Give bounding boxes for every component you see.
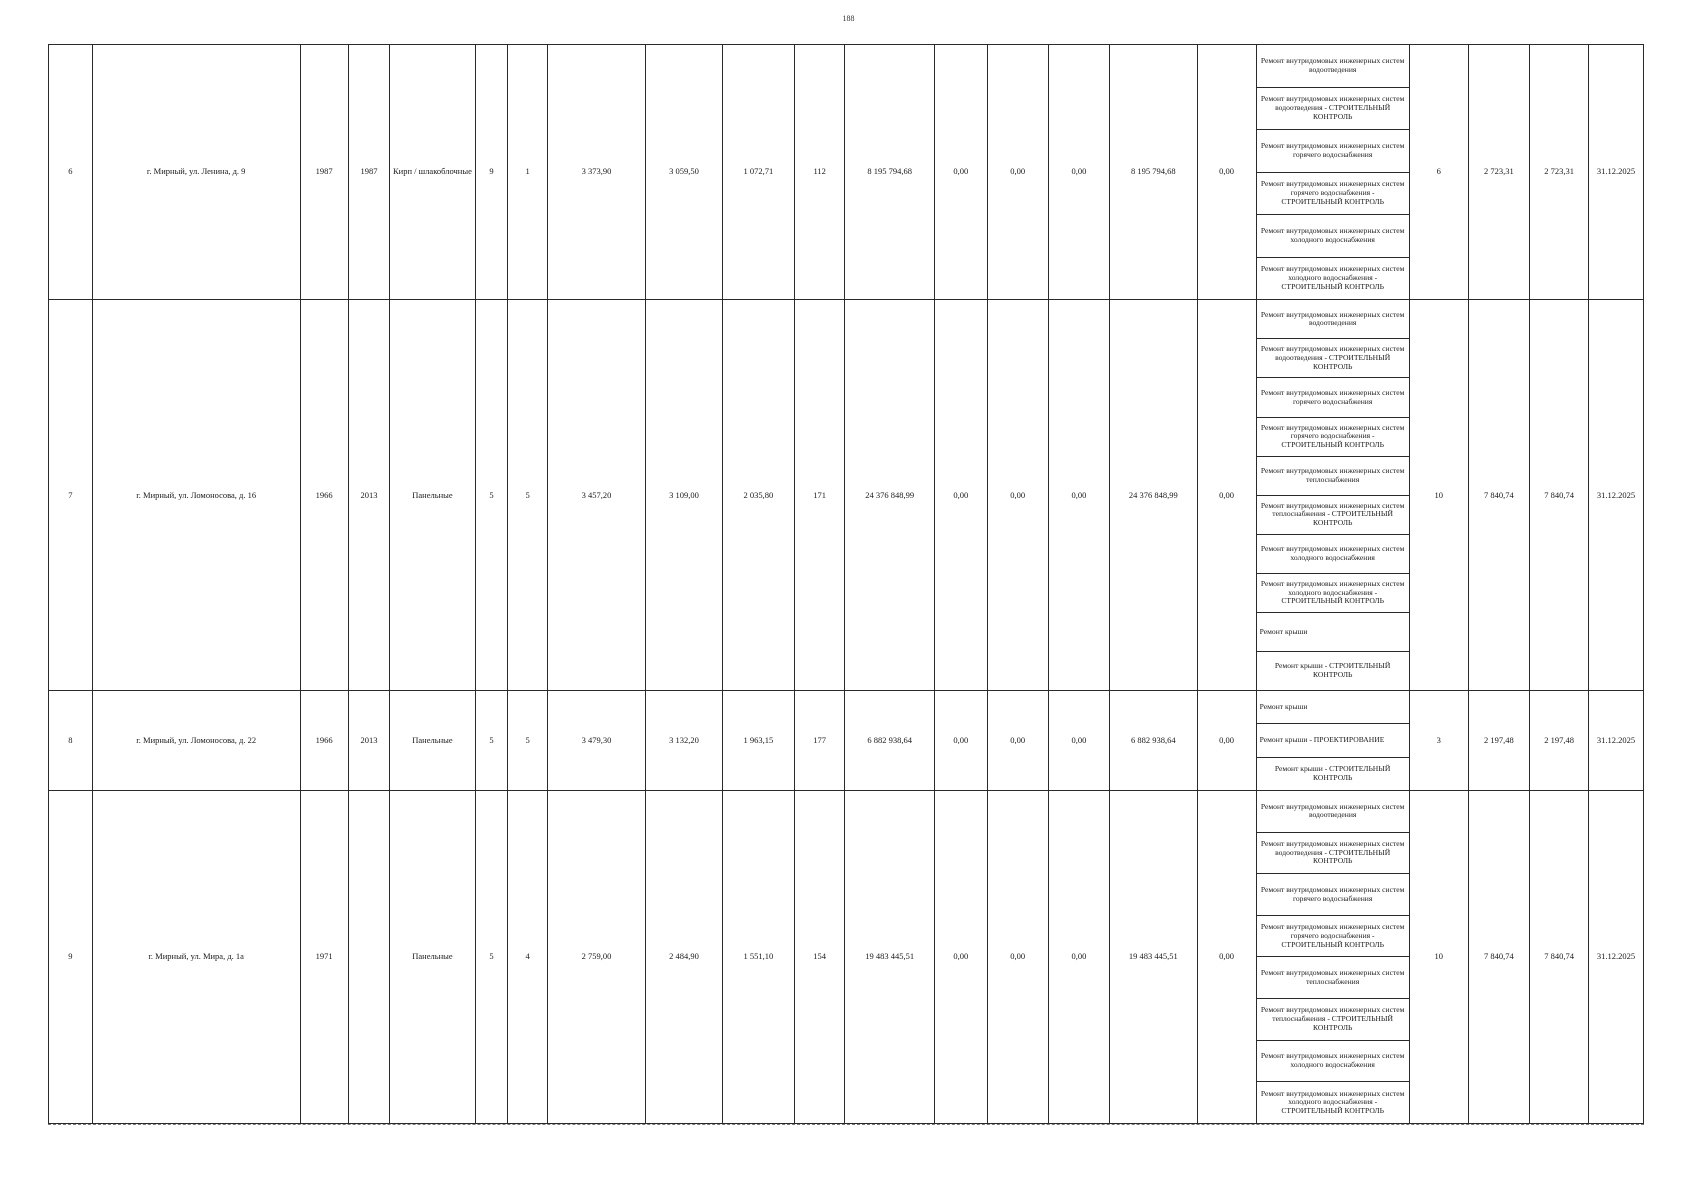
cell-residents: 177 — [795, 691, 845, 791]
table-row — [49, 45, 1644, 300]
cell-unit-limit: 7 840,74 — [1530, 790, 1589, 1123]
cell-area-own: 2 035,80 — [722, 300, 794, 691]
work-item: Ремонт внутридомовых инженерных систем горячего водоснабжения — [1257, 874, 1409, 916]
cell-unit-limit: 2 197,48 — [1530, 691, 1589, 791]
work-item: Ремонт внутридомовых инженерных систем теплоснабжения — [1257, 457, 1409, 496]
work-item: Ремонт внутридомовых инженерных систем водоотведения - СТРОИТЕЛЬНЫЙ КОНТРОЛЬ — [1257, 339, 1409, 378]
work-item: Ремонт внутридомовых инженерных систем теплоснабжения — [1257, 957, 1409, 999]
cell-year-reno: 2013 — [348, 691, 390, 791]
works-list — [1256, 790, 1409, 1123]
work-item: Ремонт внутридомовых инженерных систем горячего водоснабжения - СТРОИТЕЛЬНЫЙ КОНТРОЛЬ — [1257, 173, 1409, 216]
cell-year-built: 1971 — [300, 790, 348, 1123]
cell-unit-limit: 2 723,31 — [1530, 45, 1589, 300]
work-item: Ремонт внутридомовых инженерных систем водоотведения - СТРОИТЕЛЬНЫЙ КОНТРОЛЬ — [1257, 833, 1409, 875]
work-item: Ремонт крыши — [1257, 691, 1409, 724]
cell-year-built: 1966 — [300, 300, 348, 691]
cell-f1: 0,00 — [935, 691, 988, 791]
cell-area-res: 3 132,20 — [646, 691, 723, 791]
cell-f2: 0,00 — [987, 790, 1048, 1123]
table-row — [49, 300, 1644, 691]
cell-unit-cost: 7 840,74 — [1468, 790, 1529, 1123]
work-item: Ремонт внутридомовых инженерных систем водоотведения - СТРОИТЕЛЬНЫЙ КОНТРОЛЬ — [1257, 88, 1409, 131]
cell-n: 6 — [49, 45, 93, 300]
cell-cost-owners: 8 195 794,68 — [1110, 45, 1198, 300]
cell-cost-total: 24 376 848,99 — [845, 300, 935, 691]
page-number: 188 — [842, 14, 855, 23]
cell-area-own: 1 551,10 — [722, 790, 794, 1123]
work-item: Ремонт внутридомовых инженерных систем горячего водоснабжения - СТРОИТЕЛЬНЫЙ КОНТРОЛЬ — [1257, 418, 1409, 457]
work-item: Ремонт внутридомовых инженерных систем холодного водоснабжения — [1257, 215, 1409, 258]
cell-wall: Панельные — [390, 691, 475, 791]
work-item: Ремонт внутридомовых инженерных систем холодного водоснабжения - СТРОИТЕЛЬНЫЙ КОНТРОЛЬ — [1260, 264, 1405, 291]
cell-area-total: 3 373,90 — [547, 45, 645, 300]
cell-unit-cost: 7 840,74 — [1468, 300, 1529, 691]
work-item: Ремонт внутридомовых инженерных систем холодного водоснабжения — [1257, 1041, 1409, 1083]
cell-entrances: 5 — [508, 691, 547, 791]
cell-year-reno: 2013 — [348, 300, 390, 691]
cell-floors: 9 — [475, 45, 508, 300]
work-item: Ремонт внутридомовых инженерных систем водоотведения — [1257, 45, 1409, 88]
cell-deadline: 31.12.2025 — [1589, 691, 1644, 791]
work-item: Ремонт крыши - СТРОИТЕЛЬНЫЙ КОНТРОЛЬ — [1274, 764, 1391, 782]
cell-f1: 0,00 — [935, 300, 988, 691]
cell-works-count: 10 — [1409, 300, 1468, 691]
cell-unit-cost: 2 197,48 — [1468, 691, 1529, 791]
work-item: Ремонт внутридомовых инженерных систем теплоснабжения - СТРОИТЕЛЬНЫЙ КОНТРОЛЬ — [1257, 496, 1409, 535]
cell-area-res: 3 109,00 — [646, 300, 723, 691]
work-item: Ремонт крыши - ПРОЕКТИРОВАНИЕ — [1257, 724, 1409, 757]
cell-area-total: 3 457,20 — [547, 300, 645, 691]
cell-cost-total: 8 195 794,68 — [845, 45, 935, 300]
cell-f4: 0,00 — [1197, 300, 1256, 691]
work-item: Ремонт внутридомовых инженерных систем холодного водоснабжения - СТРОИТЕЛЬНЫЙ КОНТРОЛЬ — [1257, 574, 1409, 613]
cell-year-built: 1987 — [300, 45, 348, 300]
cell-cost-owners: 19 483 445,51 — [1110, 790, 1198, 1123]
cell-f1: 0,00 — [935, 790, 988, 1123]
cell-f3: 0,00 — [1048, 790, 1109, 1123]
cell-entrances: 5 — [508, 300, 547, 691]
cell-residents: 154 — [795, 790, 845, 1123]
cell-cost-total: 6 882 938,64 — [845, 691, 935, 791]
work-item: Ремонт крыши — [1257, 613, 1409, 652]
work-item: Ремонт внутридомовых инженерных систем горячего водоснабжения - СТРОИТЕЛЬНЫЙ КОНТРОЛЬ — [1257, 916, 1409, 958]
cell-address: г. Мирный, ул. Ленина, д. 9 — [92, 45, 300, 300]
cell-f3: 0,00 — [1048, 691, 1109, 791]
cell-unit-limit: 7 840,74 — [1530, 300, 1589, 691]
work-item: Ремонт крыши - СТРОИТЕЛЬНЫЙ КОНТРОЛЬ — [1274, 661, 1391, 680]
cell-wall: Панельные — [390, 790, 475, 1123]
cell-area-own: 1 963,15 — [722, 691, 794, 791]
cell-address: г. Мирный, ул. Ломоносова, д. 16 — [92, 300, 300, 691]
cell-f4: 0,00 — [1197, 790, 1256, 1123]
cell-works-count: 10 — [1409, 790, 1468, 1123]
cell-cost-owners: 6 882 938,64 — [1110, 691, 1198, 791]
work-item: Ремонт внутридомовых инженерных систем водоотведения — [1257, 791, 1409, 833]
cell-year-reno — [348, 790, 390, 1123]
cell-n: 7 — [49, 300, 93, 691]
cell-deadline: 31.12.2025 — [1589, 790, 1644, 1123]
cell-wall: Панельные — [390, 300, 475, 691]
cell-f2: 0,00 — [987, 300, 1048, 691]
cell-deadline: 31.12.2025 — [1589, 300, 1644, 691]
cell-works-count: 6 — [1409, 45, 1468, 300]
work-item: Ремонт внутридомовых инженерных систем горячего водоснабжения — [1257, 378, 1409, 417]
cell-year-built: 1966 — [300, 691, 348, 791]
page-bottom-rule — [48, 1124, 1644, 1125]
cell-area-total: 3 479,30 — [547, 691, 645, 791]
works-list — [1256, 45, 1409, 300]
table-row — [49, 790, 1644, 1123]
cell-f1: 0,00 — [935, 45, 988, 300]
work-item: Ремонт внутридомовых инженерных систем водоотведения — [1257, 300, 1409, 339]
cell-n: 9 — [49, 790, 93, 1123]
cell-n: 8 — [49, 691, 93, 791]
cell-f3: 0,00 — [1048, 300, 1109, 691]
works-list — [1256, 691, 1409, 791]
work-item: Ремонт внутридомовых инженерных систем теплоснабжения - СТРОИТЕЛЬНЫЙ КОНТРОЛЬ — [1257, 999, 1409, 1041]
cell-f3: 0,00 — [1048, 45, 1109, 300]
cell-entrances: 4 — [508, 790, 547, 1123]
cell-unit-cost: 2 723,31 — [1468, 45, 1529, 300]
cell-residents: 112 — [795, 45, 845, 300]
cell-wall: Кирп / шлакоблочные — [390, 45, 475, 300]
repair-register-table — [48, 44, 1644, 1124]
cell-floors: 5 — [475, 300, 508, 691]
cell-f2: 0,00 — [987, 691, 1048, 791]
cell-cost-total: 19 483 445,51 — [845, 790, 935, 1123]
cell-f2: 0,00 — [987, 45, 1048, 300]
cell-works-count: 3 — [1409, 691, 1468, 791]
work-item: Ремонт внутридомовых инженерных систем холодного водоснабжения — [1257, 535, 1409, 574]
work-item: Ремонт внутридомовых инженерных систем холодного водоснабжения - СТРОИТЕЛЬНЫЙ КОНТРОЛЬ — [1260, 1088, 1405, 1115]
cell-address: г. Мирный, ул. Мира, д. 1а — [92, 790, 300, 1123]
cell-entrances: 1 — [508, 45, 547, 300]
cell-area-res: 3 059,50 — [646, 45, 723, 300]
works-list — [1256, 300, 1409, 691]
cell-f4: 0,00 — [1197, 45, 1256, 300]
cell-floors: 5 — [475, 691, 508, 791]
cell-residents: 171 — [795, 300, 845, 691]
cell-floors: 5 — [475, 790, 508, 1123]
cell-area-own: 1 072,71 — [722, 45, 794, 300]
cell-address: г. Мирный, ул. Ломоносова, д. 22 — [92, 691, 300, 791]
cell-year-reno: 1987 — [348, 45, 390, 300]
cell-deadline: 31.12.2025 — [1589, 45, 1644, 300]
cell-area-total: 2 759,00 — [547, 790, 645, 1123]
register-sheet — [48, 44, 1644, 1124]
cell-area-res: 2 484,90 — [646, 790, 723, 1123]
table-row — [49, 691, 1644, 791]
work-item: Ремонт внутридомовых инженерных систем горячего водоснабжения — [1257, 130, 1409, 173]
cell-f4: 0,00 — [1197, 691, 1256, 791]
cell-cost-owners: 24 376 848,99 — [1110, 300, 1198, 691]
